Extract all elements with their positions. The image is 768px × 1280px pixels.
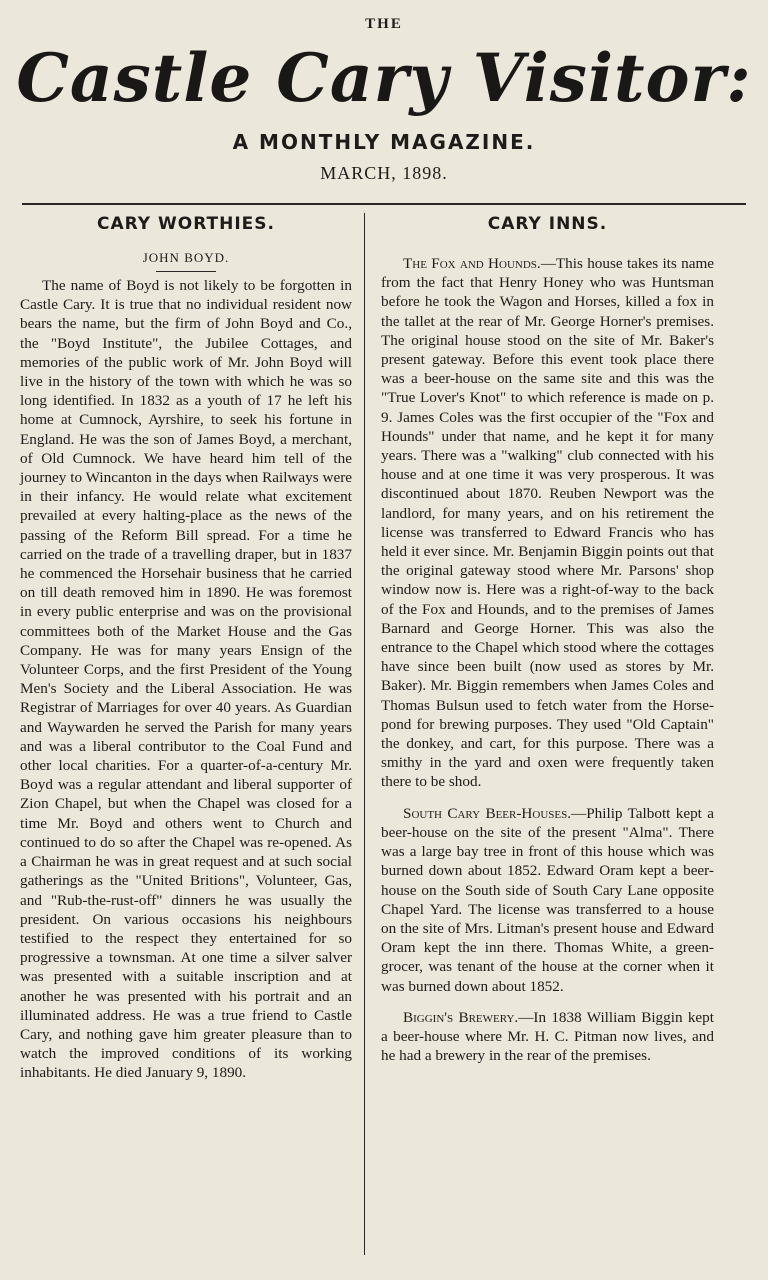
- biggins-brewery-text: —In 1838 William Biggin kept a beer-house where Mr. H. C. Pitman now lives, and he had a brewery in the rear of the premises.: [381, 1008, 714, 1065]
- cary-worthies-heading: CARY WORTHIES.: [96, 214, 275, 234]
- south-cary-text: —Philip Talbott kept a beer-house on the site of the present "Alma". There was a large bay tree in front of this house which was burned down about 1852. Edward Oram kept a beer-house on the South side of South Cary Lane opposite Chapel Yard. The license was transferred to a house on the site of Mrs. Litman's present house and Edward Oram kept the inn there. Thomas White, a green-grocer, was tenant of the house at the corner when it was burned down about 1852.: [381, 804, 714, 995]
- column-divider: [364, 213, 365, 1255]
- magazine-title: Castle Cary Visitor:: [16, 39, 752, 117]
- header-rule: [22, 203, 746, 205]
- subheading-rule: [156, 271, 216, 272]
- masthead-the: THE: [365, 16, 403, 32]
- fox-and-hounds-lead: The Fox and Hounds.: [403, 255, 541, 272]
- magazine-subtitle: A MONTHLY MAGAZINE.: [232, 130, 536, 154]
- cary-inns-heading: CARY INNS.: [487, 214, 608, 234]
- south-cary-section: [381, 804, 714, 996]
- right-column: [381, 208, 714, 1065]
- john-boyd-subheading: JOHN BOYD.: [142, 250, 230, 265]
- biggins-brewery-section: [381, 1008, 714, 1066]
- fox-and-hounds-text: —This house takes its name from the fact that Henry Honey who was Huntsman before he took the Wagon and Horses, killed a fox in the tallet at the rear of Mr. George Horner's premises. The original house stood on the site of Mr. Baker's present gateway. Before this event took place there was a beer-house on the same site and this was the "True Lover's Knot" to which reference is made on p. 9. James Coles was the first occupier of the "Fox and Hounds" under that name, and he kept it for many years. There was a "walking" club connected with his house and at one time it was very prosperous. It was discontinued about 1870. Reuben Newport was the landlord, for many years, and on his retirement the license was transferred to Edward Francis who has held it ever since. Mr. Benjamin Biggin points out that the original gateway stood where Mr. Parsons' shop window now is. Here was a right-of-way to the back of the Fox and Hounds, and to the premises of James Barnard and George Horner. This was also the entrance to the Chapel which stood where the cottages have since been built (now used as stores by Mr. Baker). Mr. Biggin remembers when James Coles and Thomas Bulsun used to fetch water from the Horse-pond for brewing purposes. They used "Old Captain" the donkey, and cart, for this purpose. There was a smithy in the yard and oxen were frequently taken there to be shod.: [381, 255, 715, 791]
- biggins-brewery-lead: Biggin's Brewery.: [403, 1008, 519, 1026]
- john-boyd-article: The name of Boyd is not likely to be forgotten in Castle Cary. It is true that no individual resident now bears the name, but the firm of John Boyd and Co., the "Boyd Institute", the Jubilee Cottages, and memories of the public work of Mr. John Boyd will live in the history of the town with which he was so long identified. In 1832 as a youth of 17 he left his home at Cumnock, Ayrshire, to seek his fortune in England. He was the son of James Boyd, a merchant, of Old Cumnock. We have heard him tell of the journey to Wincanton in the days when Railways were in their infancy. He would relate what excitement prevailed at every halting-place as the news of the passing of the Reform Bill spread. For a time he carried on the trade of a travelling draper, but in 1837 he commenced the Horsehair business that he carried on till death removed him in 1890. He was foremost in every public enterprise and was on the provisional committees both of the Market House and the Gas Company. He was for many years Ensign of the Volunteer Corps, and the first President of the Young Men's Society and the Liberal Association. He was Registrar of Marriages for over 40 years. As Guardian and Waywarden he served the Parish for many years and was a liberal contributor to the Coal Fund and other local charities. For a quarter-of-a-century Mr. Boyd was a regular attendant and liberal supporter of Zion Chapel, but when the Chapel was closed for a time Mr. Boyd and others went to Church and continued to do so after the Chapel was re-opened. As a Chairman he was in great request and at such social gatherings as the "United Britions", Volunteer, Gas, and "Rub-the-rust-off" dinners he was usually the president. On various occasions his neighbours testified to the respect they entertained for so progressive a townsman. At one time a silver salver was presented with a suitable inscription and at another he was presented with his portrait and an illuminated address. He was a true friend to Castle Cary, and nothing gave him greater pleasure than to watch the improved conditions of its working inhabitants. He died January 9, 1890.: [20, 277, 352, 1082]
- south-cary-lead: South Cary Beer-Houses.: [403, 804, 572, 822]
- left-column: [20, 208, 352, 1083]
- fox-and-hounds-section: [381, 254, 714, 792]
- issue-date: MARCH, 1898.: [320, 163, 448, 183]
